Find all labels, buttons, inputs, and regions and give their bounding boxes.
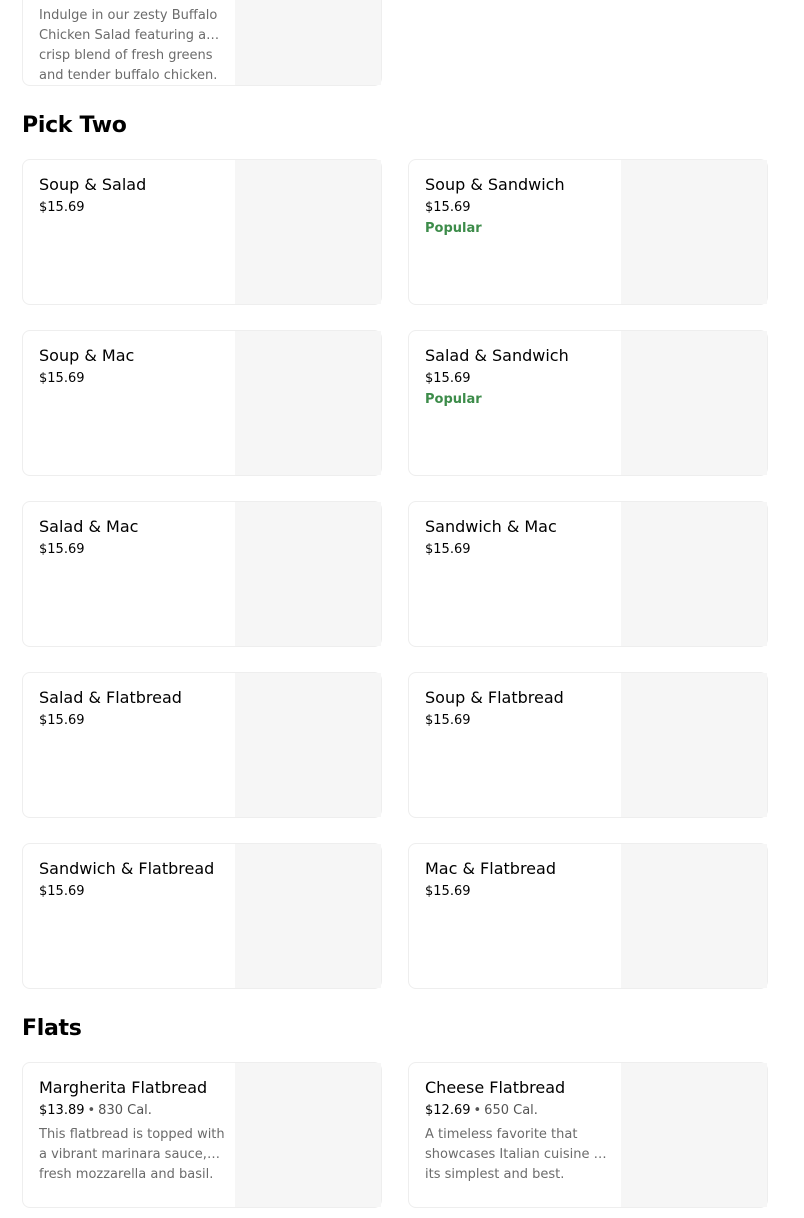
menu-item-soup-mac[interactable] (22, 330, 382, 476)
item-calories: 650 Cal. (484, 1103, 538, 1118)
separator-dot: • (87, 1103, 96, 1118)
item-image (621, 160, 767, 304)
item-image (235, 160, 381, 304)
section-title-flats: Flats (22, 1016, 82, 1041)
item-name: Salad & Sandwich (425, 346, 569, 365)
item-name: Soup & Salad (39, 175, 147, 194)
menu-item-mac-flatbread[interactable] (408, 843, 768, 989)
item-image (235, 502, 381, 646)
item-image (621, 502, 767, 646)
item-image (621, 673, 767, 817)
item-price: $15.69 (39, 542, 85, 557)
item-description: A timeless favorite that showcases Italian cuisine at its simplest and best. (425, 1127, 607, 1182)
item-calories: 830 Cal. (98, 1103, 152, 1118)
item-image (235, 673, 381, 817)
item-price: $12.69 (425, 1103, 471, 1118)
menu-item-soup-salad[interactable] (22, 159, 382, 305)
menu-item-sandwich-mac[interactable] (408, 501, 768, 647)
item-price-calories (425, 1102, 611, 1120)
section-title-pick-two: Pick Two (22, 113, 127, 138)
item-name: Salad & Flatbread (39, 688, 182, 707)
item-description: Indulge in our zesty Buffalo Chicken Salad featuring a crisp blend of fresh greens and tender buffalo chicken. (39, 8, 218, 83)
item-name: Sandwich & Flatbread (39, 859, 215, 878)
item-price: $15.69 (39, 371, 85, 386)
separator-dot: • (473, 1103, 482, 1118)
item-name: Soup & Flatbread (425, 688, 564, 707)
item-price: $15.69 (425, 200, 471, 215)
menu-item-salad-flatbread[interactable] (22, 672, 382, 818)
item-price: $15.69 (425, 371, 471, 386)
item-name: Soup & Sandwich (425, 175, 565, 194)
item-image (235, 844, 381, 988)
item-image (621, 331, 767, 475)
item-price: $13.89 (39, 1103, 85, 1118)
menu-item-sandwich-flatbread[interactable] (22, 843, 382, 989)
menu-item-margherita-flatbread[interactable] (22, 1062, 382, 1208)
menu-item-soup-flatbread[interactable] (408, 672, 768, 818)
item-name: Mac & Flatbread (425, 859, 556, 878)
item-price: $15.69 (425, 542, 471, 557)
item-price-calories (39, 1102, 225, 1120)
item-name: Salad & Mac (39, 517, 139, 536)
item-name: Sandwich & Mac (425, 517, 557, 536)
item-price: $15.69 (425, 884, 471, 899)
item-price: $15.69 (39, 713, 85, 728)
menu-item-cheese-flatbread[interactable] (408, 1062, 768, 1208)
popular-badge: Popular (425, 392, 482, 407)
item-name: Cheese Flatbread (425, 1078, 566, 1097)
item-name: Margherita Flatbread (39, 1078, 208, 1097)
item-image (621, 844, 767, 988)
menu-item-salad-sandwich[interactable] (408, 330, 768, 476)
menu-item-soup-sandwich[interactable] (408, 159, 768, 305)
item-image (621, 1063, 767, 1207)
menu-item-card[interactable] (22, 0, 382, 86)
popular-badge: Popular (425, 221, 482, 236)
item-price: $15.69 (39, 200, 85, 215)
item-description: This flatbread is topped with a vibrant marinara sauce, fresh mozzarella and basil. (39, 1127, 225, 1182)
menu-item-salad-mac[interactable] (22, 501, 382, 647)
item-price: $15.69 (39, 884, 85, 899)
item-name: Soup & Mac (39, 346, 135, 365)
item-image (235, 0, 381, 85)
item-image (235, 1063, 381, 1207)
item-price: $15.69 (425, 713, 471, 728)
item-image (235, 331, 381, 475)
